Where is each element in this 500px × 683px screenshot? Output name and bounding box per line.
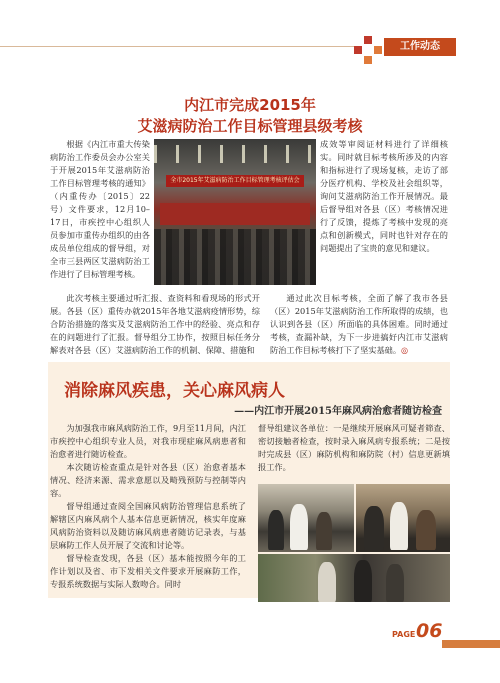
end-mark-icon: ◎ [401, 345, 409, 355]
footer-bar [442, 640, 500, 648]
article1-column-right [320, 138, 448, 255]
article2-para-right: 督导组建议各单位：一是继续开展麻风可疑者筛查、密切接触者检查，按时录入麻风病专报系统；二是按时完成县（区）麻防机构和麻防院（村）信息更新填报工作。 [258, 423, 450, 472]
section-tag: 工作动态 [384, 38, 456, 56]
page-label: PAGE [392, 630, 416, 639]
article1-para-left: 根据《内江市重大传染病防治工作委员会办公室关于开展2015年艾滋病防治工作目标管理考核的通知》（内重传办〔2015〕22号）文件要求，12月10–17日，市疾控中心组织人员参加市重传办组织的由各成员单位组成的督导组，对全市三县两区艾滋病防治工作进行了目标管理考核。 [50, 139, 150, 279]
decor-squares-icon [354, 36, 382, 64]
article1-title-line2: 艾滋病防治工作目标管理县级考核 [137, 117, 363, 135]
article1-column-left [50, 138, 150, 281]
article2-para-left1: 为加强我市麻风病防治工作，9月至11月间，内江市疾控中心组织专业人员，对我市现症麻风病患者和治愈者进行随访检查。 [50, 423, 246, 459]
header-rule [0, 46, 356, 47]
article2-column-left [50, 422, 246, 591]
page-number: 06 [416, 620, 443, 642]
article1-para-right2: 通过此次目标考核，全面了解了我市各县（区）2015年艾滋病防治工作所取得的成绩，也认识到各县（区）所面临的具体困难。同时通过考核，查漏补缺，为下一步进搞好内江市艾滋病防治工作目标考核打下了坚实基础。 [270, 293, 448, 355]
article1-column-bottom [50, 292, 260, 357]
meeting-photo [154, 139, 316, 285]
article2-column-right [258, 422, 450, 474]
article2-subtitle: ——内江市开展2015年麻风病治愈者随访检查 [234, 406, 442, 417]
article2-para-left3: 督导组通过查阅全国麻风病防治管理信息系统了解辖区内麻风病个人基本信息更新情况，核实年度麻风病防治资料以及随访麻风病患者随访记录表，与基层麻防工作人员开展了交流和讨论等。 [50, 501, 246, 550]
article2-para-left4: 督导检查发现，各县（区）基本能按照今年的工作计划以及省、市下发相关文件要求开展麻防工作，专报系统数据与实际人数吻合。同时 [50, 553, 246, 589]
visit-photos [258, 484, 450, 602]
meeting-banner: 全市2015年艾滋病防治工作目标管理考核评估会 [166, 175, 304, 187]
visit-photo-2 [356, 484, 450, 552]
article1-title-line1: 内江市完成2015年 [184, 96, 316, 114]
article1-para-right: 成效等审阅证材料进行了详细核实。同时就目标考核所涉及的内容和指标进行了现场复核，走访了部分医疗机构、学校及社会组织等，询问艾滋病防治工作开展情况。最后督导组对各县（区）考核情况进行了反馈，提炼了考核中发现的亮点和创新模式，同时也针对存在的问题提出了宝贵的意见和建议。 [320, 139, 448, 253]
visit-photo-1 [258, 484, 354, 552]
article1-para-bottom: 此次考核主要通过听汇报、查资料和看现场的形式开展。各县（区）重传办就2015年各地艾滋病疫情形势，综合防治措施的落实及艾滋病防治工作中的经验、亮点和存在的问题进行了汇报。督导组分工协作，按照目标任务分解表对各县（区）艾滋病防治工作的机制、保障、措施和 [50, 293, 260, 355]
article1-column-right2 [270, 292, 448, 357]
visit-photo-3 [258, 554, 450, 602]
article2-para-left2: 本次随访检查重点是针对各县（区）治愈者基本情况、经济来源、需求意愿以及畸残预防与控制等内容。 [50, 462, 246, 498]
article2-title: 消除麻风疾患，关心麻风病人 [64, 381, 285, 401]
